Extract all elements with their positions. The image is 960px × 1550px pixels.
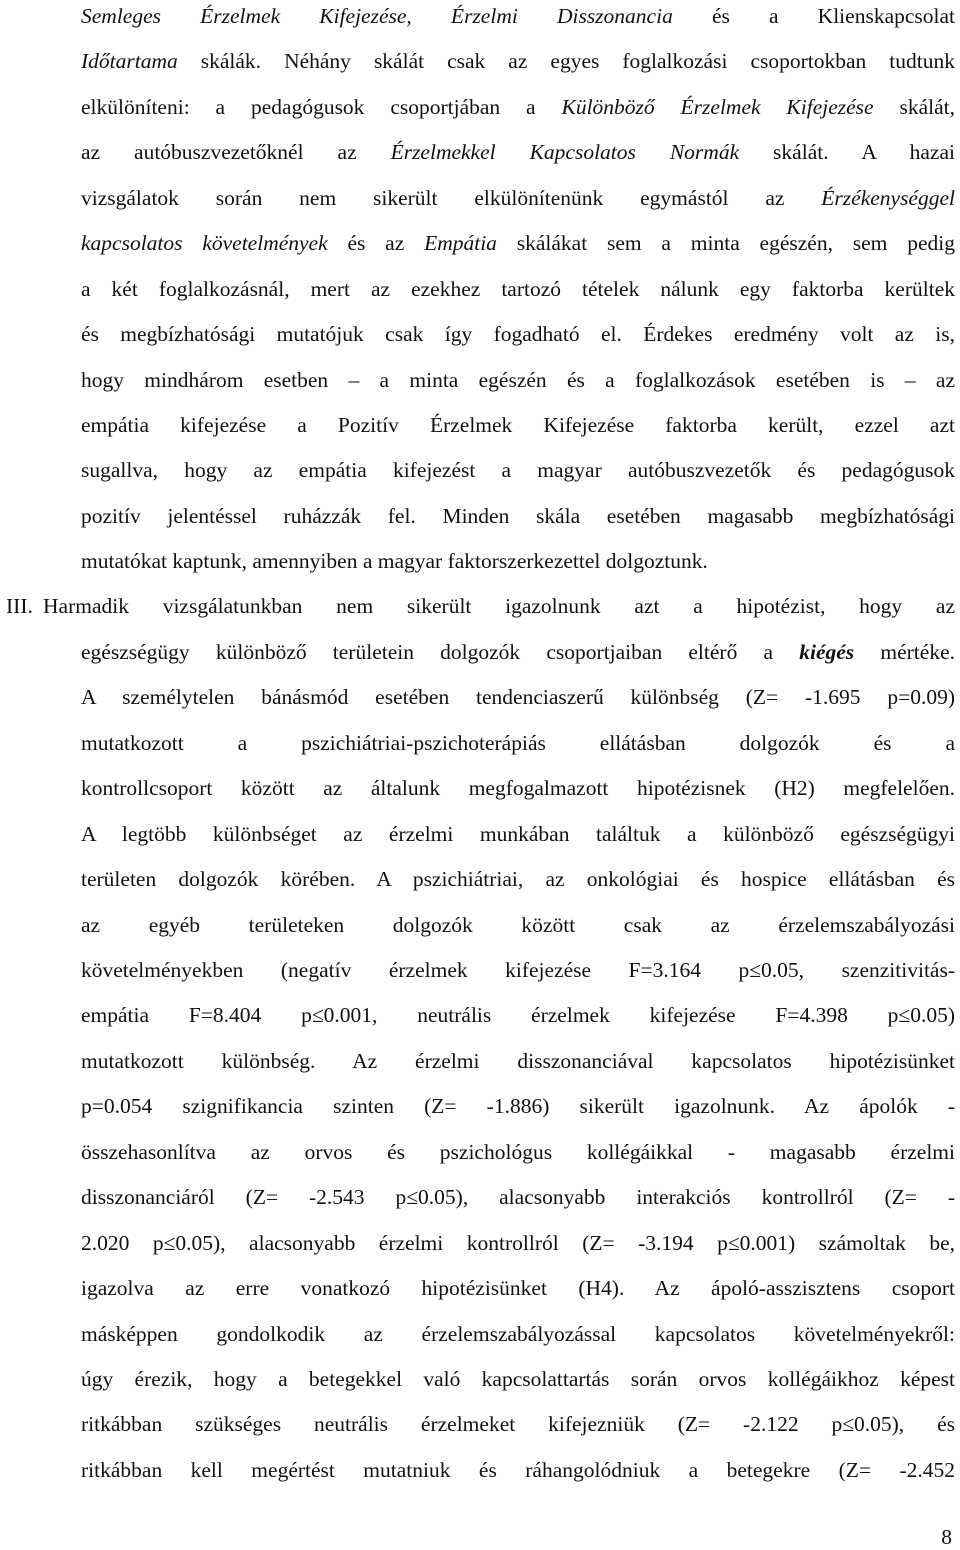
text-line: mutatkozott különbség. Az érzelmi disszonanciával kapcsolatos hipotézisünket <box>81 1049 955 1073</box>
text-line: p=0.054 szignifikancia szinten (Z= -1.886) sikerült igazolnunk. Az ápolók - <box>81 1094 955 1118</box>
text-line: empátia F=8.404 p≤0.001, neutrális érzelmek kifejezése F=4.398 p≤0.05) <box>81 1003 955 1027</box>
text-line: A legtöbb különbséget az érzelmi munkában találtuk a különböző egészségügyi <box>81 822 955 846</box>
text-line: mutatkozott a pszichiátriai-pszichoterápiás ellátásban dolgozók és a <box>81 731 955 755</box>
text-line: és megbízhatósági mutatójuk csak így fogadható el. Érdekes eredmény volt az is, <box>81 322 955 346</box>
text-line: A személytelen bánásmód esetében tendenciaszerű különbség (Z= -1.695 p=0.09) <box>81 685 955 709</box>
text-line: igazolva az erre vonatkozó hipotézisünket (H4). Az ápoló-asszisztens csoport <box>81 1276 955 1300</box>
text-line: az egyéb területeken dolgozók között csak az érzelemszabályozási <box>81 913 955 937</box>
text-line: pozitív jelentéssel ruházzák fel. Minden skála esetében magasabb megbízhatósági <box>81 504 955 528</box>
section-number: III. <box>6 594 33 618</box>
text-line: Harmadik vizsgálatunkban nem sikerült igazolnunk azt a hipotézist, hogy az <box>43 594 955 618</box>
text-line: vizsgálatok során nem sikerült elkülönítenünk egymástól az Érzékenységgel <box>81 186 955 210</box>
text-line: kapcsolatos követelmények és az Empátia skálákat sem a minta egészén, sem pedig <box>81 231 955 255</box>
text-line: területen dolgozók körében. A pszichiátriai, az onkológiai és hospice ellátásban és <box>81 867 955 891</box>
text-line: Időtartama skálák. Néhány skálát csak az egyes foglalkozási csoportokban tudtunk <box>81 49 955 73</box>
text-line: elkülöníteni: a pedagógusok csoportjában a Különböző Érzelmek Kifejezése skálát, <box>81 95 955 119</box>
text-line: másképpen gondolkodik az érzelemszabályozással kapcsolatos követelményekről: <box>81 1322 955 1346</box>
text-line: disszonanciáról (Z= -2.543 p≤0.05), alacsonyabb interakciós kontrollról (Z= - <box>81 1185 955 1209</box>
text-line: 2.020 p≤0.05), alacsonyabb érzelmi kontrollról (Z= -3.194 p≤0.001) számoltak be, <box>81 1231 955 1255</box>
text-line: empátia kifejezése a Pozitív Érzelmek Kifejezése faktorba került, ezzel azt <box>81 413 955 437</box>
text-line: hogy mindhárom esetben – a minta egészén és a foglalkozások esetében is – az <box>81 368 955 392</box>
text-line: ritkábban szükséges neutrális érzelmeket kifejezniük (Z= -2.122 p≤0.05), és <box>81 1412 955 1436</box>
text-line: sugallva, hogy az empátia kifejezést a magyar autóbuszvezetők és pedagógusok <box>81 458 955 482</box>
text-line: mutatókat kaptunk, amennyiben a magyar faktorszerkezettel dolgoztunk. <box>81 549 708 573</box>
text-line: úgy érezik, hogy a betegekkel való kapcsolattartás során orvos kollégáikhoz képest <box>81 1367 955 1391</box>
text-line: követelményekben (negatív érzelmek kifejezése F=3.164 p≤0.05, szenzitivitás- <box>81 958 955 982</box>
text-line: összehasonlítva az orvos és pszichológus kollégáikkal - magasabb érzelmi <box>81 1140 955 1164</box>
text-line: egészségügy különböző területein dolgozók csoportjaiban eltérő a kiégés mértéke. <box>81 640 955 664</box>
text-line: az autóbuszvezetőknél az Érzelmekkel Kapcsolatos Normák skálát. A hazai <box>81 140 955 164</box>
text-line: kontrollcsoport között az általunk megfogalmazott hipotézisnek (H2) megfelelően. <box>81 776 955 800</box>
text-line: ritkábban kell megértést mutatniuk és ráhangolódniuk a betegekre (Z= -2.452 <box>81 1458 955 1482</box>
text-line: Semleges Érzelmek Kifejezése, Érzelmi Disszonancia és a Klienskapcsolat <box>81 4 956 28</box>
text-line: a két foglalkozásnál, mert az ezekhez tartozó tételek nálunk egy faktorba kerültek <box>81 277 955 301</box>
page-number: 8 <box>941 1525 952 1549</box>
